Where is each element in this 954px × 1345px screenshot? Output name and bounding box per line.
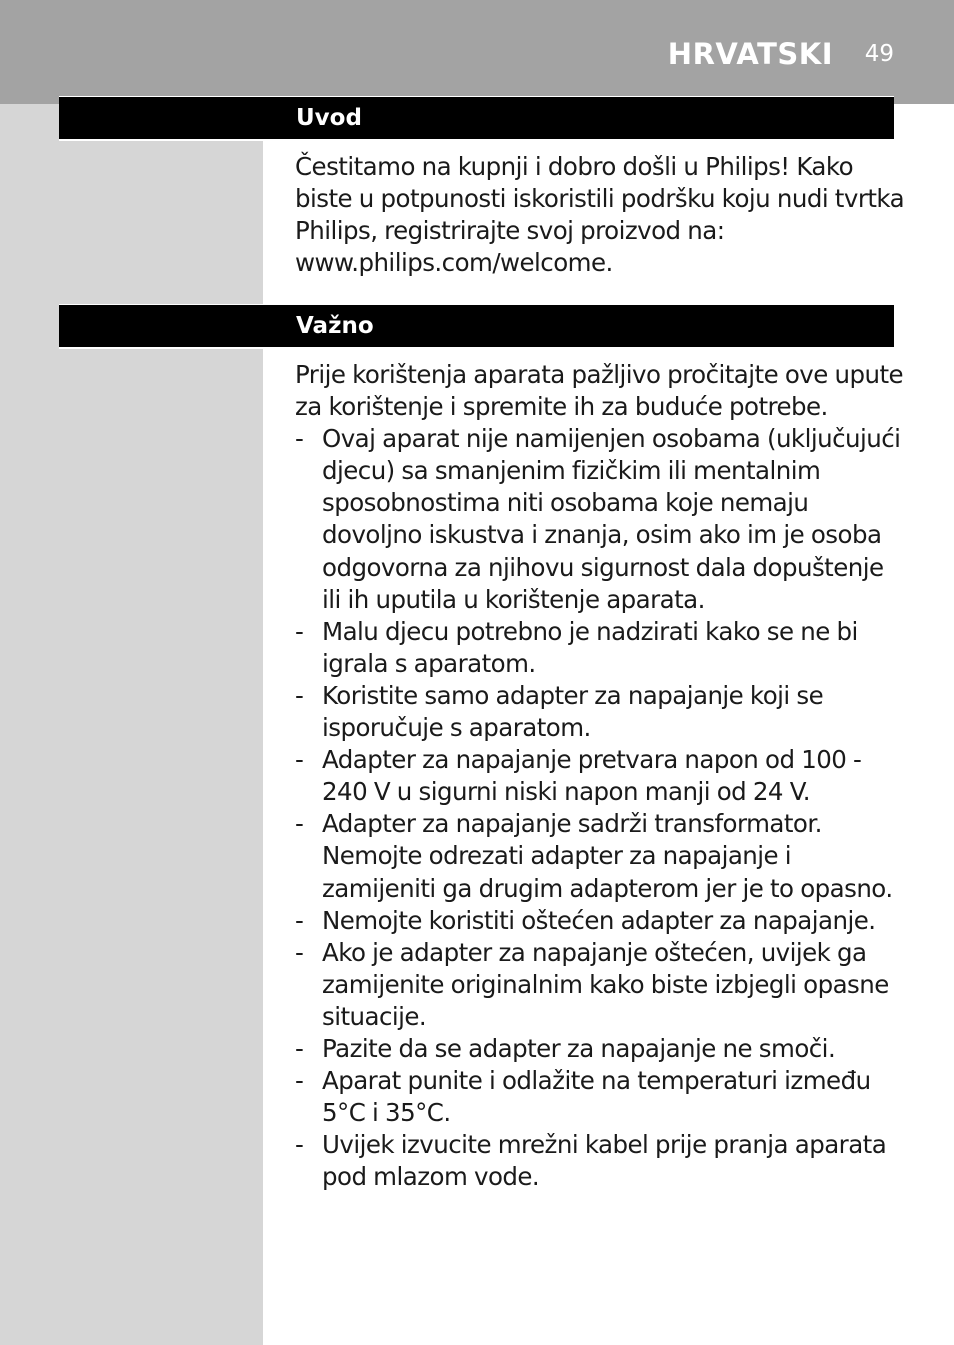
section-header-vazno — [59, 304, 894, 347]
bullet-marker: - — [295, 424, 304, 454]
list-item-text: Adapter za napajanje pretvara napon od 100 - 240 V u sigurni niski napon manji od 24 V. — [322, 745, 862, 807]
list-item-text: Koristite samo adapter za napajanje koji se isporučuje s aparatom. — [322, 680, 824, 743]
bullet-marker: - — [295, 745, 304, 775]
section-body-uvod — [295, 151, 905, 279]
bullet-marker: - — [295, 1033, 304, 1063]
list-item-text: Ovaj aparat nije namijenjen osobama (uključujući djecu) sa smanjenim fizičkim ili mentalnim sposobnostima niti osobama koje nemaju dovoljno iskustva i znanja, osim ako im je osoba odgovorna za njihovu sigurnost dala dopuštenje ili ih uputila u korištenje aparata. — [322, 424, 901, 614]
left-divider — [59, 139, 263, 141]
warning-list — [295, 423, 905, 1193]
page-number: 49 — [864, 41, 894, 67]
section-header-uvod — [59, 96, 894, 139]
section-body-vazno — [295, 359, 905, 1193]
list-item-text: Adapter za napajanje sadrži transformator. Nemojte odrezati adapter za napajanje i zamijeniti ga drugim adapterom jer je to opasno. — [322, 809, 893, 903]
header-band — [0, 0, 954, 104]
bullet-marker: - — [295, 937, 304, 967]
bullet-marker: - — [295, 616, 304, 646]
language-title: HRVATSKI — [667, 37, 833, 71]
list-item-text: Nemojte koristiti oštećen adapter za napajanje. — [322, 905, 876, 935]
list-item — [295, 1129, 905, 1193]
list-item-text: Ako je adapter za napajanje oštećen, uvijek ga zamijenite originalnim kako biste izbjegli opasne situacije. — [322, 937, 889, 1031]
list-item-text: Pazite da se adapter za napajanje ne smoči. — [322, 1033, 836, 1063]
bullet-marker: - — [295, 1066, 304, 1096]
list-item-text: Aparat punite i odlažite na temperaturi između 5°C i 35°C. — [322, 1066, 871, 1128]
list-item — [295, 905, 905, 937]
list-item — [295, 680, 905, 744]
list-item — [295, 423, 905, 616]
section-title: Važno — [296, 313, 374, 339]
bullet-marker: - — [295, 1130, 304, 1160]
left-margin-band — [0, 104, 263, 1345]
section-title: Uvod — [296, 105, 362, 131]
list-item-text: Malu djecu potrebno je nadzirati kako se ne bi igrala s aparatom. — [322, 616, 858, 678]
list-item — [295, 1065, 905, 1129]
intro-paragraph: Čestitamo na kupnji i dobro došli u Philips! Kako biste u potpunosti iskoristili podršku koju nudi tvrtka Philips, registrirajte svoj proizvod na: www.philips.com/welcome. — [295, 152, 905, 278]
left-divider — [59, 347, 263, 349]
list-item — [295, 744, 905, 808]
bullet-marker: - — [295, 905, 304, 935]
list-item — [295, 616, 905, 680]
bullet-marker: - — [295, 680, 304, 710]
list-item — [295, 1033, 905, 1065]
list-item — [295, 937, 905, 1033]
bullet-marker: - — [295, 809, 304, 839]
intro-paragraph: Prije korištenja aparata pažljivo pročitajte ove upute za korištenje i spremite ih za buduće potrebe. — [295, 360, 904, 422]
list-item — [295, 808, 905, 904]
list-item-text: Uvijek izvucite mrežni kabel prije pranja aparata pod mlazom vode. — [322, 1130, 887, 1192]
